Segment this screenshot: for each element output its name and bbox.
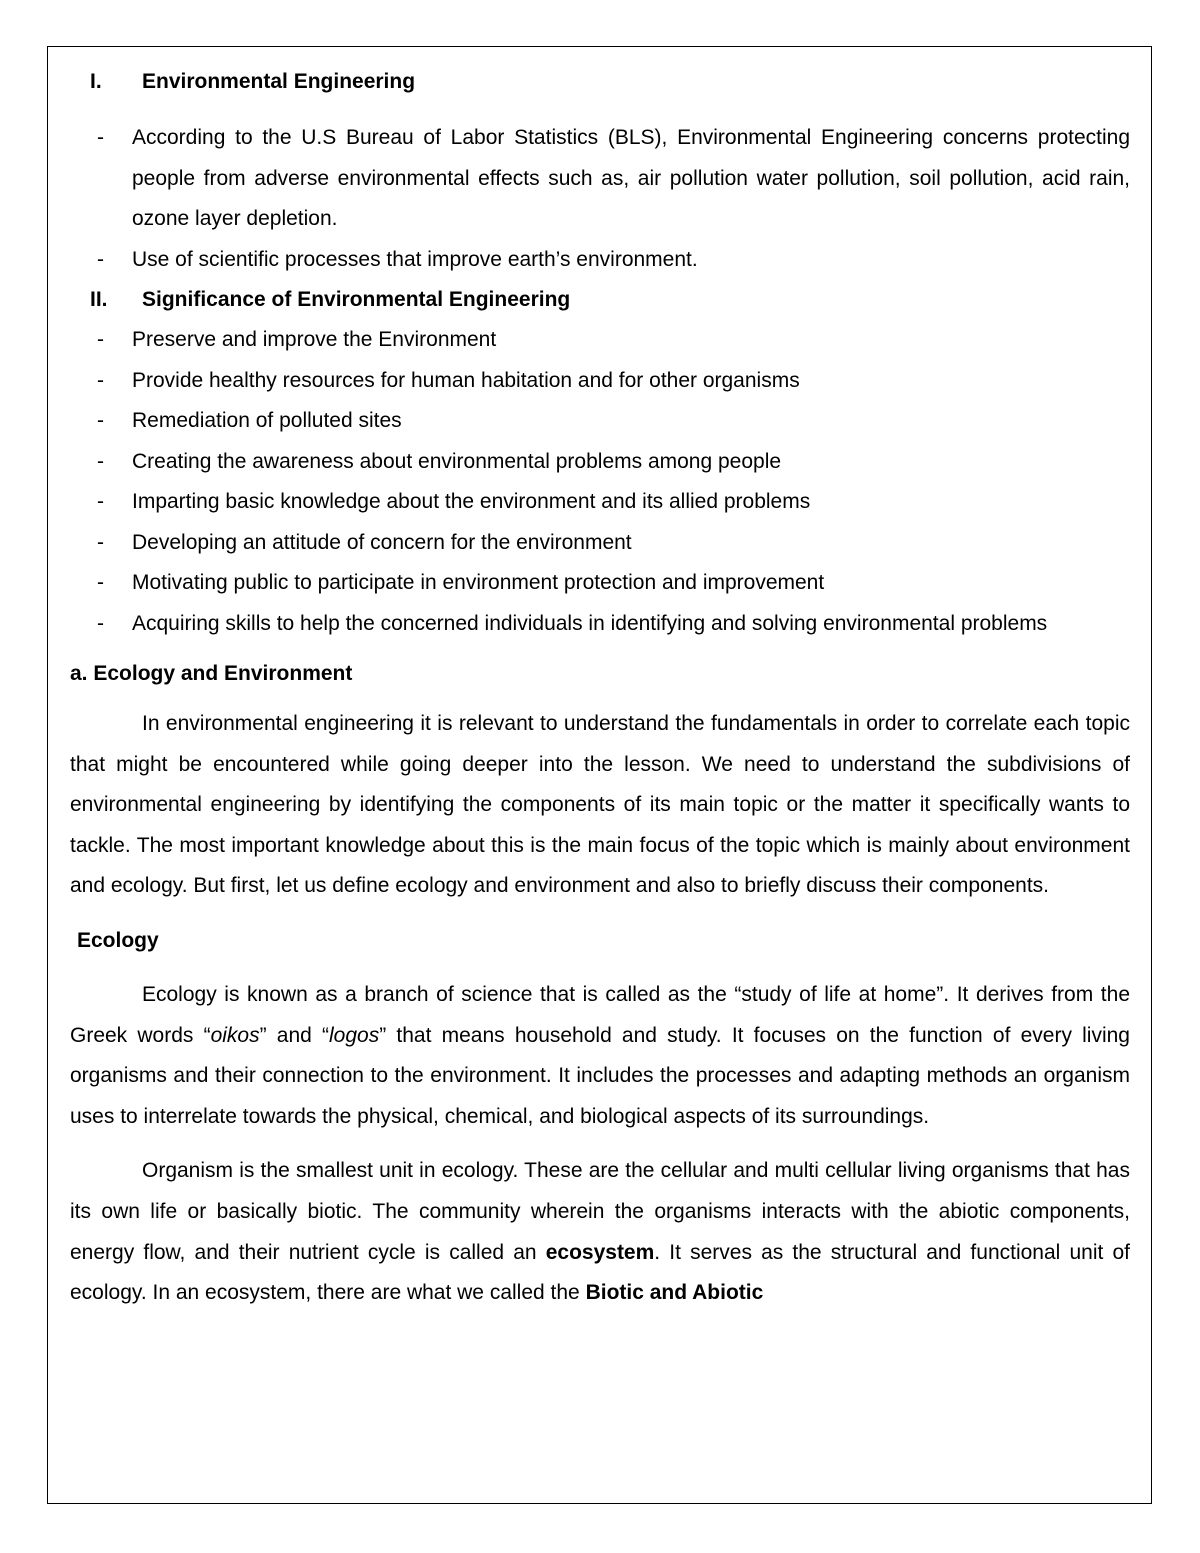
list-item-text: Motivating public to participate in environment protection and improvement — [132, 571, 825, 594]
list-item-text: Provide healthy resources for human habitation and for other organisms — [132, 368, 800, 392]
list-item — [70, 442, 1130, 483]
term-ecosystem: ecosystem — [545, 1240, 655, 1264]
subsection-a-paragraph: In environmental engineering it is relevant to understand the fundamentals in order to correlate each topic that might be encountered while going deeper into the lesson. We need to understand the subdivisions of environmental engineering by identifying the components of its main topic or the matter it specifically wants to tackle. The most important knowledge about this is the main focus of the topic which is mainly about environment and ecology. But first, let us define ecology and environment and also to briefly discuss their components. — [70, 712, 1130, 898]
ecology-p1-text-b: ” and “ — [259, 1023, 330, 1047]
list-item-text: Creating the awareness about environmental problems among people — [132, 449, 782, 473]
section-2-number: II. — [90, 288, 108, 311]
ecology-p2-text-a: Organism is the smallest unit in ecology. These are the cellular and multi cellular living organisms that has its own life or basically biotic. The community wherein the organisms interacts with the abiotic components, energy flow, and their nutrient cycle is called an — [70, 1159, 1130, 1264]
document-page — [70, 62, 1130, 1328]
list-item-text: Acquiring skills to help the concerned individuals in identifying and solving environmental problems — [132, 611, 1048, 635]
list-item-text: Use of scientific processes that improve earth’s environment. — [132, 247, 698, 271]
bullet-dash: - — [97, 247, 104, 271]
ecology-p2-text-b: . It serves as the structural and functional unit of ecology. In an ecosystem, there are what we called the — [70, 1240, 1130, 1305]
bullet-dash: - — [97, 611, 104, 635]
ecology-paragraph-2 — [70, 1151, 1130, 1313]
bullet-dash: - — [97, 328, 104, 351]
bullet-dash: - — [97, 530, 104, 554]
list-item — [70, 523, 1130, 564]
list-item — [70, 482, 1130, 523]
ecology-p1-text-a: Ecology is known as a branch of science that is called as the “study of life at home”. It derives from the Greek words “ — [70, 982, 1130, 1047]
list-item — [70, 361, 1130, 402]
list-item — [70, 563, 1130, 604]
list-item — [70, 401, 1130, 442]
section-1-bullet-list — [70, 118, 1130, 280]
bullet-dash: - — [97, 126, 104, 149]
ecology-heading: Ecology — [77, 928, 159, 952]
section-2-title: Significance of Environmental Engineering — [142, 288, 571, 311]
section-2-heading — [70, 280, 1130, 320]
list-item — [70, 118, 1130, 240]
term-oikos: oikos — [210, 1023, 260, 1047]
bullet-dash: - — [97, 490, 104, 513]
section-1-title: Environmental Engineering — [142, 70, 416, 93]
list-item-text: Preserve and improve the Environment — [132, 328, 497, 351]
list-item — [70, 604, 1130, 645]
term-logos: logos — [329, 1023, 380, 1047]
ecology-paragraph-1 — [70, 975, 1130, 1137]
list-item — [70, 320, 1130, 361]
list-item-text: According to the U.S Bureau of Labor Statistics (BLS), Environmental Engineering concerns protecting people from adverse environmental effects such as, air pollution water pollution, soil pollution, acid rain, ozone layer depletion. — [132, 126, 1130, 230]
section-2-bullet-list — [70, 320, 1130, 644]
list-item-text: Remediation of polluted sites — [132, 409, 402, 432]
bullet-dash: - — [97, 449, 104, 473]
list-item-text: Developing an attitude of concern for the environment — [132, 530, 632, 554]
subsection-a-heading: a. Ecology and Environment — [70, 662, 353, 685]
bullet-dash: - — [97, 368, 104, 392]
ecology-p1-text-c: ” that means household and study. It focuses on the function of every living organisms and their connection to the environment. It includes the processes and adapting methods an organism uses to interrelate towards the physical, chemical, and biological aspects of its surroundings. — [70, 1023, 1130, 1128]
term-biotic-abiotic: Biotic and Abiotic — [585, 1281, 764, 1305]
list-item — [70, 240, 1130, 281]
bullet-dash: - — [97, 409, 104, 432]
section-1-number: I. — [90, 70, 102, 93]
list-item-text: Imparting basic knowledge about the environment and its allied problems — [132, 490, 811, 513]
section-1-heading — [70, 62, 1130, 102]
bullet-dash: - — [97, 571, 104, 594]
